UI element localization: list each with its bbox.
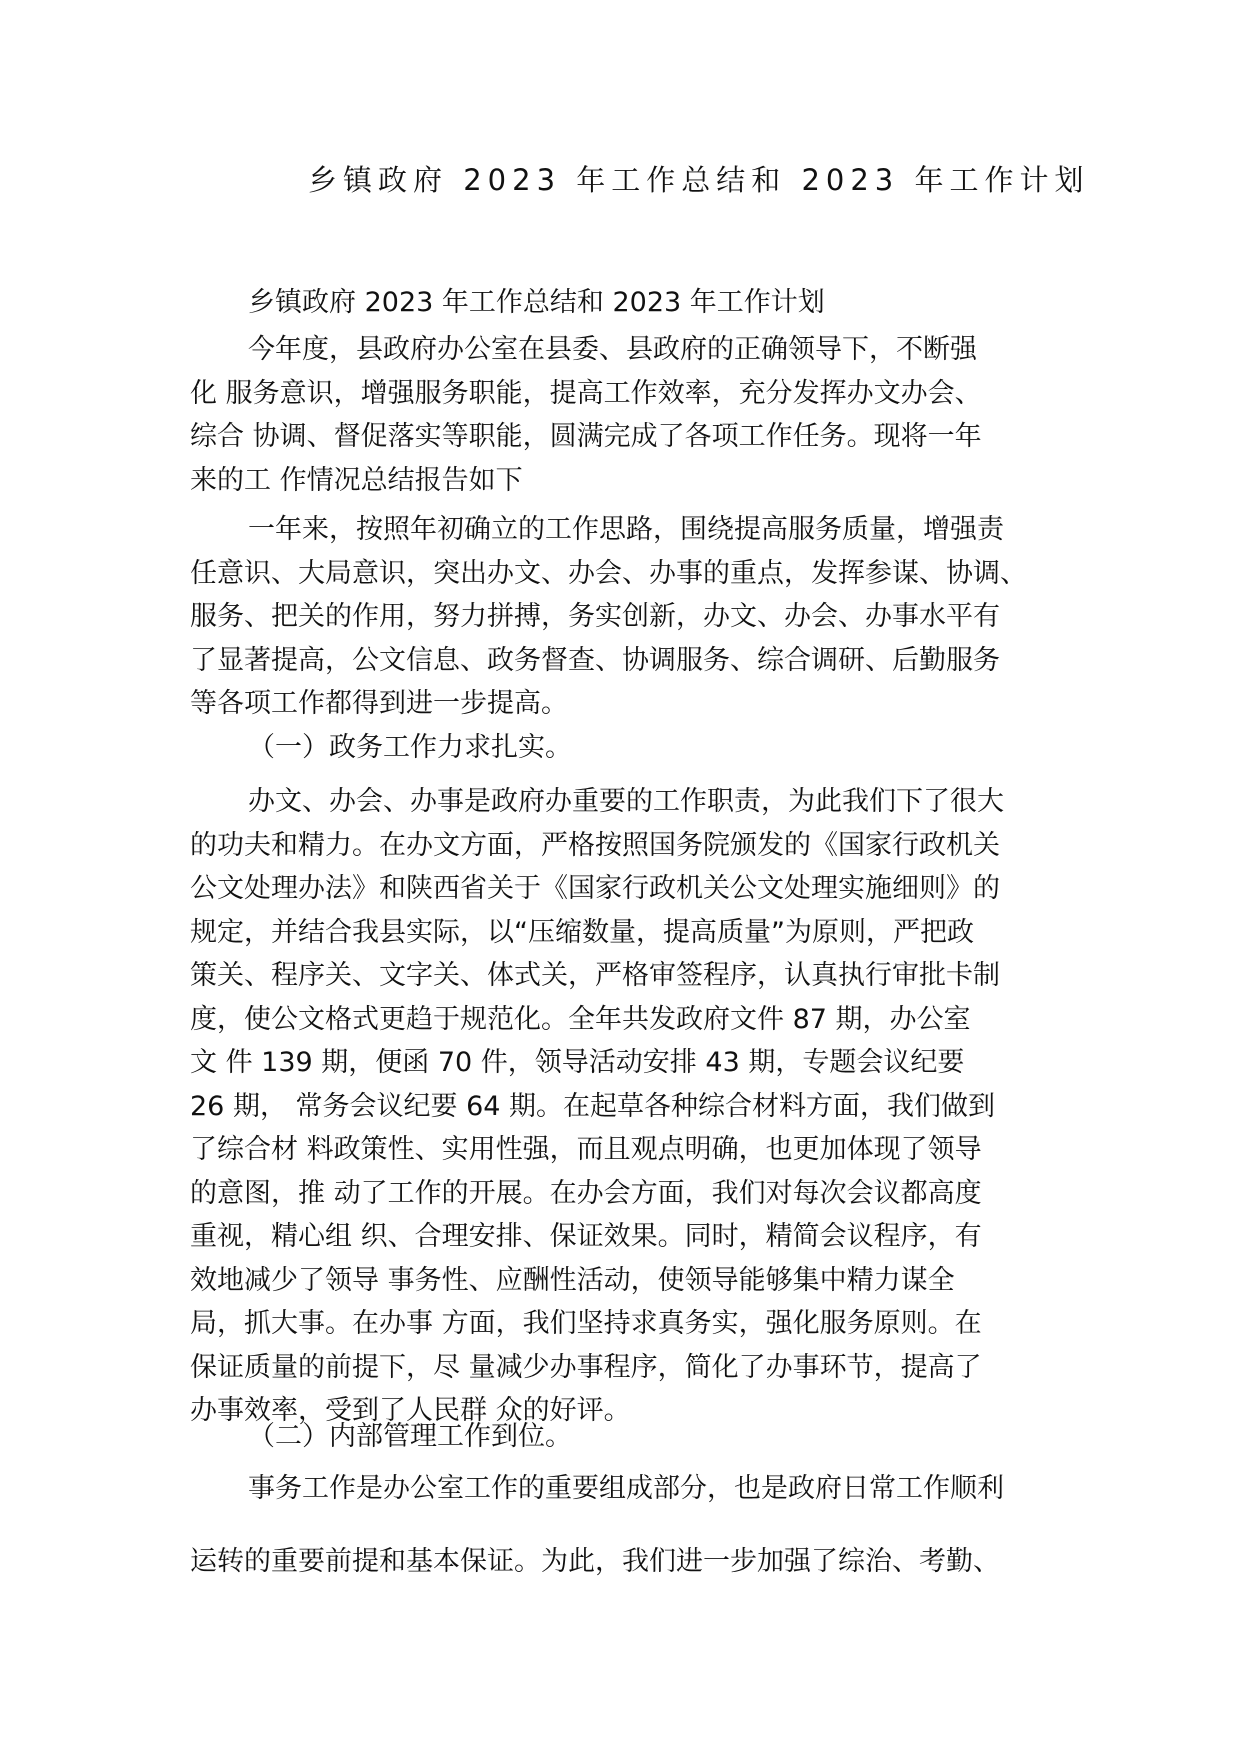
paragraph-line: 局，抓大事。在办事 方面，我们坚持求真务实，强化服务原则。在 xyxy=(190,1308,982,1339)
paragraph-line: 了综合材 料政策性、实用性强，而且观点明确，也更加体现了领导 xyxy=(190,1134,982,1165)
section-heading-2: （二）内部管理工作到位。 xyxy=(248,1421,572,1452)
paragraph-line: 规定，并结合我县实际，以“压缩数量，提高质量”为原则，严把政 xyxy=(190,916,974,948)
paragraph-line: 一年来，按照年初确立的工作思路，围绕提高服务质量，增强责 xyxy=(248,514,1004,545)
paragraph-line: 服务、把关的作用，努力拼搏，务实创新，办文、办会、办事水平有 xyxy=(190,601,1000,632)
paragraph-line: 的意图，推 动了工作的开展。在办会方面，我们对每次会议都高度 xyxy=(190,1177,982,1209)
paragraph-internal-management xyxy=(190,1467,1070,1511)
paragraph-line: 等各项工作都得到进一步提高。 xyxy=(190,688,568,719)
paragraph-line: 重视，精心组 织、合理安排、保证效果。同时，精简会议程序，有 xyxy=(190,1221,982,1252)
paragraph-line: 化 服务意识，增强服务职能，提高工作效率，充分发挥办文办会、 xyxy=(190,377,982,409)
paragraph-line: 26 期， 常务会议纪要 64 期。在起草各种综合材料方面，我们做到 xyxy=(190,1090,996,1122)
paragraph-line: 事务工作是办公室工作的重要组成部分，也是政府日常工作顺利 xyxy=(248,1473,1004,1504)
paragraph-intro xyxy=(190,328,1070,502)
paragraph-line: 效地减少了领导 事务性、应酬性活动，使领导能够集中精力谋全 xyxy=(190,1264,955,1296)
paragraph-line: 文 件 139 期，便函 70 件，领导活动安排 43 期，专题会议纪要 xyxy=(190,1047,965,1078)
paragraph-line: 保证质量的前提下，尽 量减少办事程序，简化了办事环节，提高了 xyxy=(190,1351,982,1383)
document-title: 乡镇政府 2023 年工作总结和 2023 年工作计划 xyxy=(308,163,1090,197)
paragraph-government-affairs xyxy=(190,780,1070,1433)
paragraph-line: 了显著提高，公文信息、政务督查、协调服务、综合调研、后勤服务 xyxy=(190,644,1000,676)
paragraph-line: 办文、办会、办事是政府办重要的工作职责，为此我们下了很大 xyxy=(248,786,1004,817)
paragraph-line: 今年度，县政府办公室在县委、县政府的正确领导下，不断强 xyxy=(248,334,977,365)
paragraph-internal-management-continued xyxy=(190,1540,1070,1584)
paragraph-line: 策关、程序关、文字关、体式关，严格审签程序，认真执行审批卡制 xyxy=(190,960,1000,991)
document-subtitle: 乡镇政府 2023 年工作总结和 2023 年工作计划 xyxy=(248,287,825,318)
paragraph-line: 来的工 作情况总结报告如下 xyxy=(190,464,523,496)
paragraph-overview xyxy=(190,508,1070,726)
paragraph-line: 的功夫和精力。在办文方面，严格按照国务院颁发的《国家行政机关 xyxy=(190,829,1000,861)
paragraph-line: 办事效率，受到了人民群 众的好评。 xyxy=(190,1395,631,1426)
paragraph-line: 任意识、大局意识，突出办文、办会、办事的重点，发挥参谋、协调、 xyxy=(190,557,1027,589)
paragraph-line: 运转的重要前提和基本保证。为此，我们进一步加强了综治、考勤、 xyxy=(190,1546,1000,1577)
section-heading-1: （一）政务工作力求扎实。 xyxy=(248,732,572,763)
paragraph-line: 公文处理办法》和陕西省关于《国家行政机关公文处理实施细则》的 xyxy=(190,873,1000,904)
paragraph-line: 度，使公文格式更趋于规范化。全年共发政府文件 87 期，办公室 xyxy=(190,1003,971,1035)
paragraph-line: 综合 协调、督促落实等职能，圆满完成了各项工作任务。现将一年 xyxy=(190,421,982,452)
